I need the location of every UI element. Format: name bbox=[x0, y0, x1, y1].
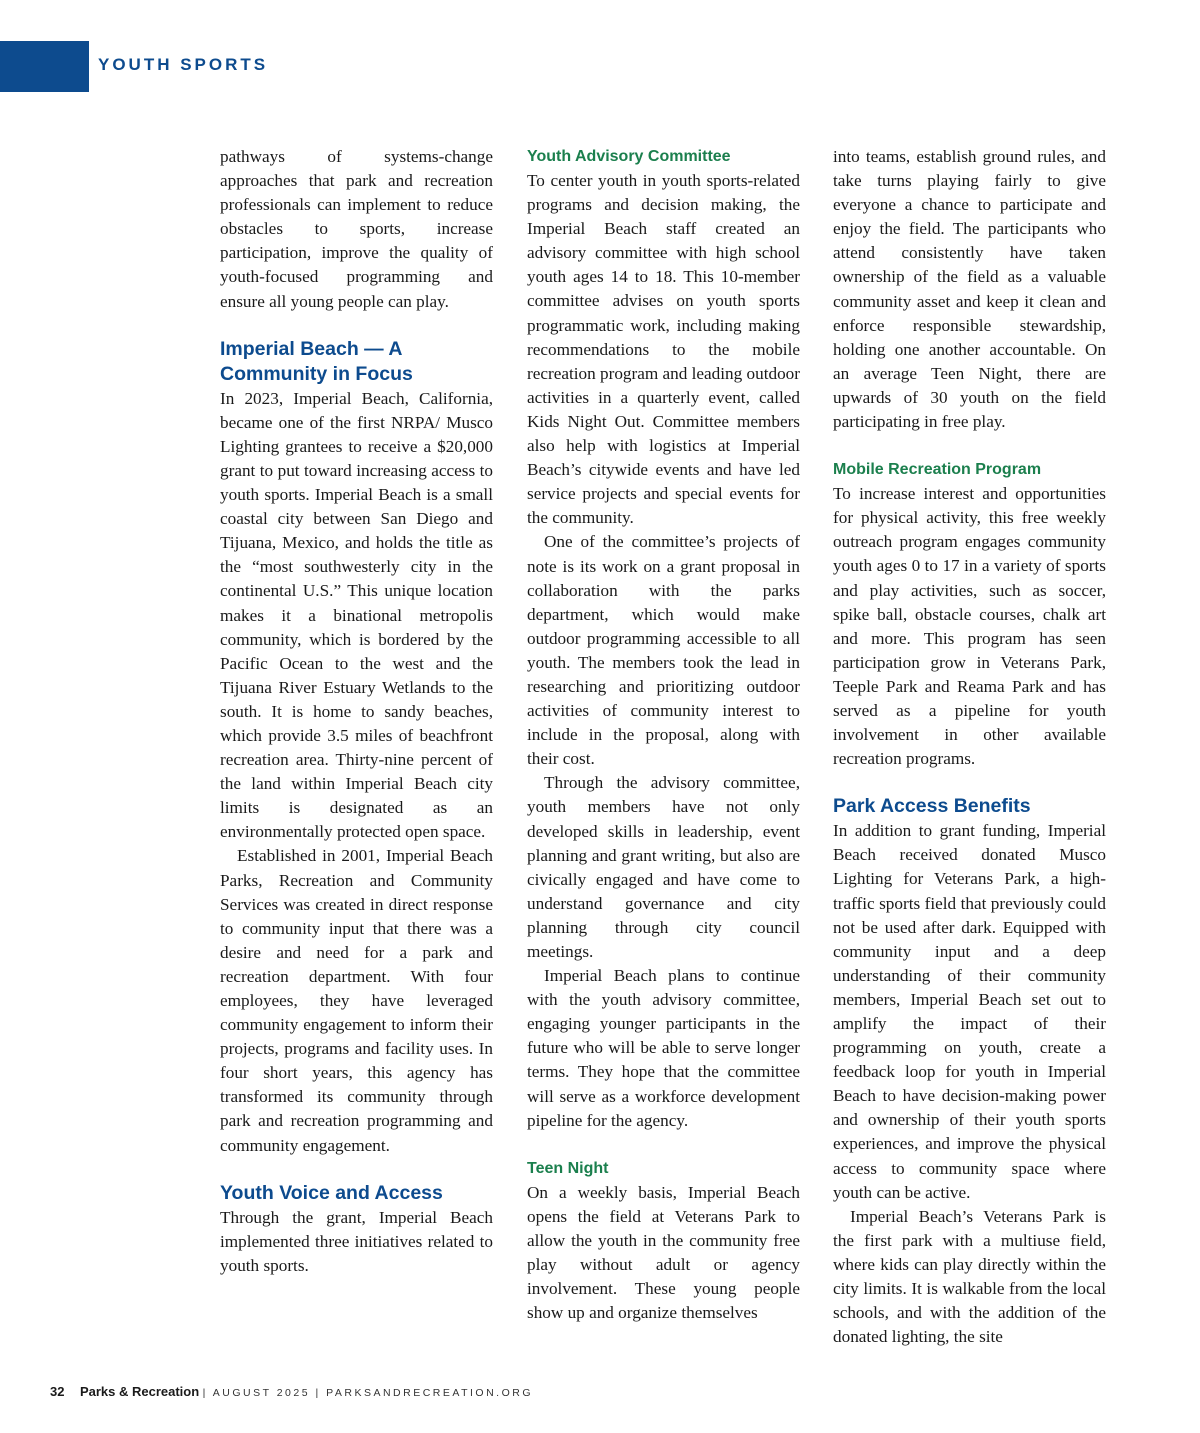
col2-paragraph-1: To center youth in youth sports-related programs and decision making, the Imperial Beach staff created an advisory committee with high school youth ages 14 to 18. This 10-member committee advises on youth sports programmatic work, including making recommendations to the mobile recreation program and leading outdoor activities in a quarterly event, called Kids Night Out. Committee members also help with logistics at Imperial Beach’s citywide events and have led service projects and special events for the community. bbox=[527, 171, 800, 528]
heading-youth-voice: Youth Voice and Access bbox=[220, 1181, 443, 1204]
col1-paragraph-3: Established in 2001, Imperial Beach Parks, Recreation and Community Services was created in direct response to community input that there was a desire and need for a park and recreation department. With four employees, they have leveraged community engagement to inform their projects, programs and facility uses. In four short years, this agency has transformed its community through park and recreation programming and community engagement. bbox=[220, 846, 493, 1155]
page-number: 32 bbox=[50, 1384, 65, 1399]
column-2 bbox=[527, 145, 800, 1325]
col2-paragraph-4: Imperial Beach plans to continue with the youth advisory committee, engaging younger participants in the future who will be able to serve longer terms. They hope that the committee will serve as a workforce development pipeline for the agency. bbox=[527, 966, 800, 1130]
heading-imperial-beach: Imperial Beach — A Community in Focus bbox=[220, 337, 413, 385]
section-color-block bbox=[0, 41, 89, 92]
subheading-youth-advisory: Youth Advisory Committee bbox=[527, 148, 731, 165]
section-label: YOUTH SPORTS bbox=[98, 55, 269, 74]
column-3 bbox=[833, 145, 1106, 1349]
issue-meta: | AUGUST 2025 | PARKSANDRECREATION.ORG bbox=[202, 1387, 534, 1399]
col2-paragraph-2: One of the committee’s projects of note is its work on a grant proposal in collaboration with the parks department, which would make outdoor programming accessible to all youth. The members took the lead in researching and prioritizing outdoor activities of community interest to include in the proposal, along with their cost. bbox=[527, 532, 800, 769]
col2-paragraph-3: Through the advisory committee, youth members have not only developed skills in leadership, event planning and grant writing, but also are civically engaged and have come to understand governance and city planning through city council meetings. bbox=[527, 773, 800, 961]
subheading-mobile-recreation: Mobile Recreation Program bbox=[833, 461, 1042, 479]
page-footer bbox=[50, 1384, 533, 1399]
col2-paragraph-5: On a weekly basis, Imperial Beach opens the field at Veterans Park to allow the youth in the community free play without adult or agency involvement. These young people show up and organize themselves bbox=[527, 1182, 800, 1323]
col1-paragraph-4: Through the grant, Imperial Beach implemented three initiatives related to youth sports. bbox=[220, 1207, 493, 1275]
col1-paragraph-1: pathways of systems-change approaches that park and recreation professionals can implement to reduce obstacles to sports, increase participation, improve the quality of youth-focused programming and ensure all young people can play. bbox=[220, 147, 493, 311]
col3-paragraph-4: Imperial Beach’s Veterans Park is the first park with a multiuse field, where kids can play directly within the city limits. It is walkable from the local schools, and with the addition of the donated lighting, the site bbox=[833, 1206, 1106, 1347]
subheading-teen-night: Teen Night bbox=[527, 1159, 609, 1177]
heading-park-access: Park Access Benefits bbox=[833, 795, 1031, 818]
col1-paragraph-2: In 2023, Imperial Beach, California, became one of the first NRPA/ Musco Lighting grantees to receive a $20,000 grant to put toward increasing access to youth sports. Imperial Beach is a small coastal city between San Diego and Tijuana, Mexico, and holds the title as the “most southwesterly city in the continental U.S.” This unique location makes it a binational metropolis community, which is bordered by the Pacific Ocean to the west and the Tijuana River Estuary Wetlands to the south. It is home to sandy beaches, which provide 3.5 miles of beachfront recreation area. Thirty-nine percent of the land within Imperial Beach city limits is designated as an environmentally protected open space. bbox=[220, 388, 493, 842]
magazine-title: Parks & Recreation bbox=[79, 1384, 200, 1399]
col3-paragraph-3: In addition to grant funding, Imperial Beach received donated Musco Lighting for Veterans Park, a high-traffic sports field that previously could not be used after dark. Equipped with community input and a deep understanding of their community members, Imperial Beach set out to amplify the impact of their programming on youth, create a feedback loop for youth in Imperial Beach to have decision-making power and ownership of their youth sports experiences, and improve the physical access to community space where youth can be active. bbox=[833, 821, 1106, 1202]
col3-paragraph-1: into teams, establish ground rules, and take turns playing fairly to give everyone a chance to participate and enjoy the field. The participants who attend consistently have taken ownership of the field as a valuable community asset and keep it clean and enforce responsible stewardship, holding one another accountable. On an average Teen Night, there are upwards of 30 youth on the field participating in free play. bbox=[833, 147, 1106, 432]
column-1 bbox=[220, 145, 493, 1278]
col3-paragraph-2: To increase interest and opportunities for physical activity, this free weekly outreach program engages community youth ages 0 to 17 in a variety of sports and play activities, such as soccer, spike ball, obstacle courses, chalk art and more. This program has seen participation grow in Veterans Park, Teeple Park and Reama Park and has served as a pipeline for youth involvement in other available recreation programs. bbox=[833, 484, 1106, 769]
